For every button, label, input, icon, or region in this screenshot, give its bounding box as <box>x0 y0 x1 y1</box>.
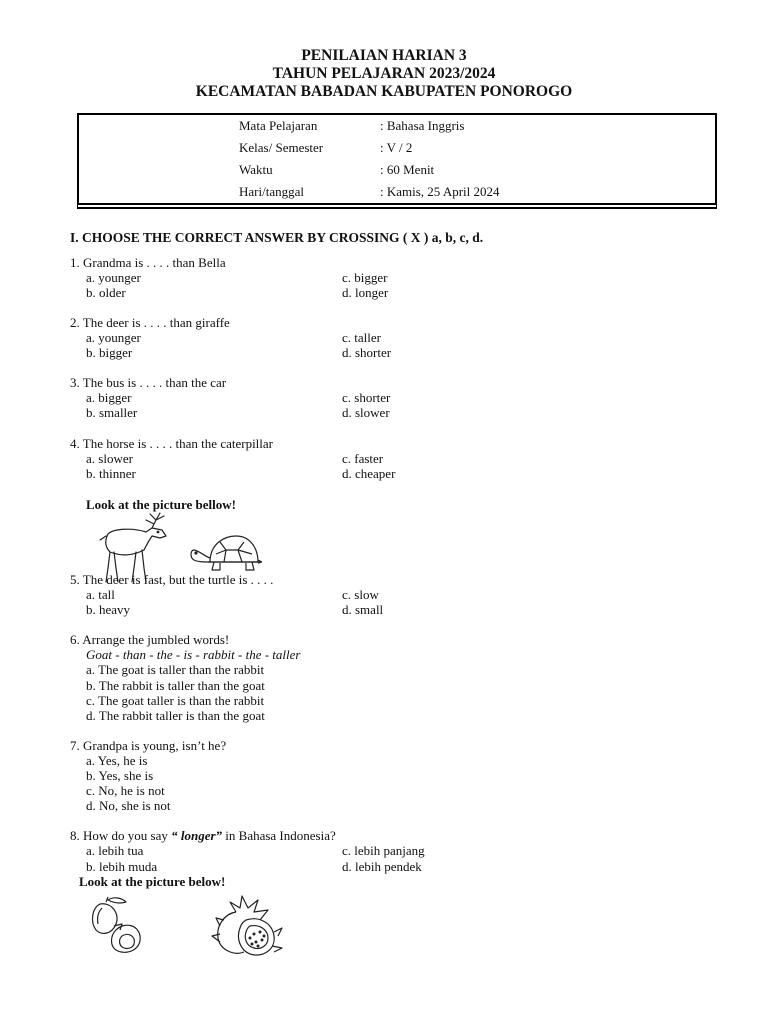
option-a[interactable]: a. younger <box>86 270 141 285</box>
option-b[interactable]: b. Yes, she is <box>86 768 154 783</box>
question-text: 4. The horse is . . . . than the caterpillar <box>70 436 274 451</box>
option-d[interactable]: d. shorter <box>342 345 392 360</box>
info-value: : 60 Menit <box>380 162 435 177</box>
question-text: 3. The bus is . . . . than the car <box>70 375 227 390</box>
option-b[interactable]: b. The rabbit is taller than the goat <box>86 678 265 693</box>
info-label: Kelas/ Semester <box>239 140 324 155</box>
option-b[interactable]: b. bigger <box>86 345 133 360</box>
jumbled-words: Goat - than - the - is - rabbit - the - taller <box>86 647 301 662</box>
section-title: I. CHOOSE THE CORRECT ANSWER BY CROSSING ( X ) a, b, c, d. <box>70 230 484 245</box>
question-text: 5. The deer is fast, but the turtle is . . . . <box>70 572 274 587</box>
mango-icon <box>86 894 148 958</box>
dragon-fruit-icon <box>210 894 290 960</box>
question-text: 2. The deer is . . . . than giraffe <box>70 315 230 330</box>
question-text: 1. Grandma is . . . . than Bella <box>70 255 226 270</box>
option-c[interactable]: c. slow <box>342 587 379 602</box>
question-text: 7. Grandpa is young, isn’t he? <box>70 738 227 753</box>
picture-instruction-1: Look at the picture bellow! <box>86 497 236 512</box>
question-text-post: in Bahasa Indonesia? <box>222 828 336 843</box>
option-a[interactable]: a. slower <box>86 451 133 466</box>
question-text: 6. Arrange the jumbled words! <box>70 632 230 647</box>
option-a[interactable]: a. younger <box>86 330 141 345</box>
option-c[interactable]: c. lebih panjang <box>342 843 425 858</box>
option-d[interactable]: d. small <box>342 602 384 617</box>
question-keyword: “ longer” <box>171 828 223 843</box>
exam-title: PENILAIAN HARIAN 3 <box>301 47 467 64</box>
info-value: : Kamis, 25 April 2024 <box>380 184 500 199</box>
info-label: Hari/tanggal <box>239 184 304 199</box>
option-c[interactable]: c. faster <box>342 451 384 466</box>
option-d[interactable]: d. longer <box>342 285 389 300</box>
option-d[interactable]: d. The rabbit taller is than the goat <box>86 708 265 723</box>
exam-info-box <box>77 113 717 205</box>
option-a[interactable]: a. The goat is taller than the rabbit <box>86 662 265 677</box>
info-label: Waktu <box>239 162 273 177</box>
option-c[interactable]: c. shorter <box>342 390 391 405</box>
option-c[interactable]: c. bigger <box>342 270 388 285</box>
exam-header <box>0 47 768 101</box>
question-text <box>70 828 336 843</box>
option-a[interactable]: a. Yes, he is <box>86 753 148 768</box>
question-text-pre: 8. How do you say <box>70 828 172 843</box>
info-value: : Bahasa Inggris <box>380 118 465 133</box>
info-label: Mata Pelajaran <box>239 118 318 133</box>
option-b[interactable]: b. smaller <box>86 405 138 420</box>
school-year: TAHUN PELAJARAN 2023/2024 <box>272 65 496 82</box>
option-a[interactable]: a. tall <box>86 587 115 602</box>
info-value: : V / 2 <box>380 140 413 155</box>
option-b[interactable]: b. thinner <box>86 466 136 481</box>
option-c[interactable]: c. No, he is not <box>86 783 165 798</box>
option-d[interactable]: d. slower <box>342 405 390 420</box>
turtle-icon <box>190 532 262 576</box>
picture-instruction-2: Look at the picture below! <box>79 874 226 889</box>
option-b[interactable]: b. older <box>86 285 126 300</box>
option-a[interactable]: a. lebih tua <box>86 843 144 858</box>
option-c[interactable]: c. taller <box>342 330 381 345</box>
option-b[interactable]: b. heavy <box>86 602 131 617</box>
district-name: KECAMATAN BABADAN KABUPATEN PONOROGO <box>195 83 573 100</box>
option-d[interactable]: d. No, she is not <box>86 798 171 813</box>
option-b[interactable]: b. lebih muda <box>86 859 158 874</box>
option-a[interactable]: a. bigger <box>86 390 132 405</box>
option-d[interactable]: d. lebih pendek <box>342 859 422 874</box>
option-c[interactable]: c. The goat taller is than the rabbit <box>86 693 265 708</box>
option-d[interactable]: d. cheaper <box>342 466 396 481</box>
